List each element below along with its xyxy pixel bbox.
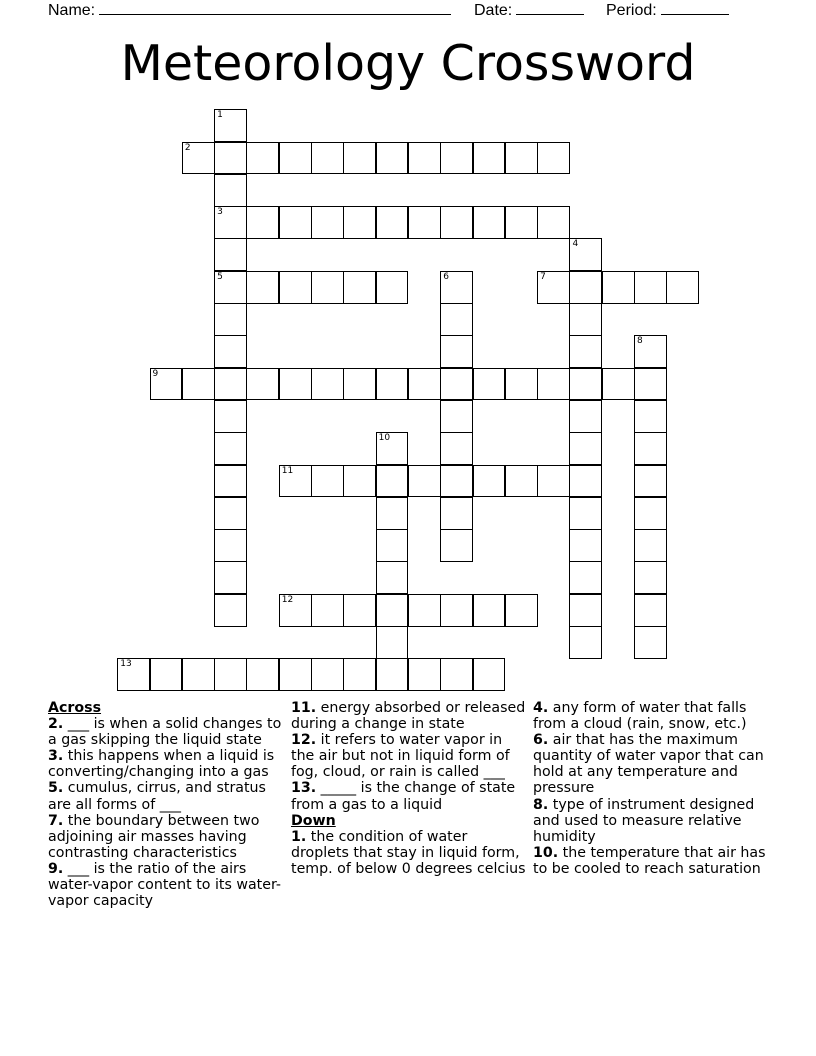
grid-cell[interactable] (569, 529, 602, 562)
cell-number: 12 (281, 594, 294, 605)
page-title: Meteorology Crossword (120, 35, 696, 92)
clue-across-9 (48, 861, 284, 909)
grid-cell[interactable] (569, 335, 602, 368)
clue-text: this happens when a liquid is converting/changing into a gas (48, 748, 275, 781)
grid-cell[interactable] (343, 594, 376, 627)
clues-column-1 (48, 700, 284, 909)
cell-number: 10 (378, 433, 391, 444)
grid-cell[interactable] (473, 142, 506, 175)
grid-cell[interactable] (214, 303, 247, 336)
grid-cell[interactable] (408, 206, 441, 239)
grid-cell[interactable] (376, 142, 409, 175)
down-heading: Down (291, 812, 336, 829)
grid-cell[interactable] (440, 303, 473, 336)
grid-cell[interactable] (343, 142, 376, 175)
cell-number: 2 (184, 142, 191, 153)
grid-cell[interactable] (343, 206, 376, 239)
clues-column-3 (533, 700, 769, 877)
grid-cell[interactable] (150, 368, 183, 401)
grid-cell[interactable] (311, 658, 344, 691)
grid-cell[interactable] (408, 465, 441, 498)
clue-text: ___ is the ratio of the airs water-vapor content to its water-vapor capacity (48, 860, 281, 910)
grid-cell[interactable] (376, 432, 409, 465)
grid-cell[interactable] (634, 271, 667, 304)
grid-cell[interactable] (634, 465, 667, 498)
grid-cell[interactable] (440, 368, 473, 401)
clue-down-10 (533, 845, 769, 877)
clue-down-4 (533, 700, 769, 732)
grid-cell[interactable] (376, 529, 409, 562)
grid-cell[interactable] (150, 658, 183, 691)
grid-cell[interactable] (279, 206, 312, 239)
grid-cell[interactable] (246, 206, 279, 239)
cell-number: 9 (152, 368, 159, 379)
clue-number: 13. (291, 780, 317, 797)
grid-cell[interactable] (182, 368, 215, 401)
grid-cell[interactable] (343, 465, 376, 498)
grid-cell[interactable] (569, 238, 602, 271)
grid-cell[interactable] (279, 142, 312, 175)
grid-cell[interactable] (376, 206, 409, 239)
grid-cell[interactable] (537, 142, 570, 175)
grid-cell[interactable] (505, 142, 538, 175)
clue-text: energy absorbed or released during a change in state (291, 700, 526, 733)
grid-cell[interactable] (440, 497, 473, 530)
grid-cell[interactable] (505, 465, 538, 498)
clue-number: 9. (48, 860, 64, 877)
grid-cell[interactable] (279, 594, 312, 627)
clue-text: the boundary between two adjoining air masses having contrasting characteristics (48, 812, 260, 861)
grid-cell[interactable] (634, 432, 667, 465)
grid-cell[interactable] (440, 432, 473, 465)
grid-cell[interactable] (376, 626, 409, 659)
clue-across-5 (48, 780, 284, 812)
grid-cell[interactable] (214, 271, 247, 304)
grid-cell[interactable] (634, 626, 667, 659)
grid-cell[interactable] (440, 271, 473, 304)
cell-number: 11 (281, 465, 294, 476)
clue-number: 12. (291, 732, 317, 749)
grid-cell[interactable] (214, 658, 247, 691)
grid-cell[interactable] (473, 594, 506, 627)
grid-cell[interactable] (440, 465, 473, 498)
grid-cell[interactable] (634, 335, 667, 368)
grid-cell[interactable] (440, 529, 473, 562)
grid-cell[interactable] (440, 400, 473, 433)
grid-cell[interactable] (182, 658, 215, 691)
grid-cell[interactable] (473, 206, 506, 239)
clue-across-12 (291, 732, 527, 780)
cell-number: 8 (637, 336, 643, 347)
clue-down-1 (291, 829, 527, 877)
grid-cell[interactable] (473, 465, 506, 498)
grid-cell[interactable] (376, 497, 409, 530)
clue-number: 1. (291, 828, 307, 845)
clue-text: it refers to water vapor in the air but not in liquid form of fog, cloud, or rain is called ___ (291, 732, 510, 781)
clue-text: ___ is when a solid changes to a gas skipping the liquid state (48, 716, 282, 749)
clue-text: any form of water that falls from a cloud (rain, snow, etc.) (533, 700, 747, 733)
grid-cell[interactable] (214, 174, 247, 207)
grid-cell[interactable] (246, 142, 279, 175)
grid-cell[interactable] (246, 271, 279, 304)
cell-number: 4 (572, 239, 579, 250)
name-label: Name: (48, 2, 96, 19)
grid-cell[interactable] (343, 658, 376, 691)
grid-cell[interactable] (376, 561, 409, 594)
clue-number: 4. (533, 700, 549, 716)
clue-number: 6. (533, 732, 549, 749)
grid-cell[interactable] (279, 271, 312, 304)
grid-cell[interactable] (569, 465, 602, 498)
clue-text: air that has the maximum quantity of water vapor that can hold at any temperature and pressure (533, 732, 764, 797)
grid-cell[interactable] (214, 335, 247, 368)
clues-column-2 (291, 700, 527, 877)
grid-cell[interactable] (246, 658, 279, 691)
grid-cell[interactable] (634, 400, 667, 433)
period-label: Period: (606, 2, 657, 19)
grid-cell[interactable] (214, 529, 247, 562)
cell-number: 7 (540, 271, 546, 282)
grid-cell[interactable] (569, 432, 602, 465)
grid-cell[interactable] (214, 432, 247, 465)
clue-number: 7. (48, 812, 64, 829)
grid-cell[interactable] (634, 497, 667, 530)
clue-number: 11. (291, 700, 317, 716)
grid-cell[interactable] (214, 594, 247, 627)
cell-number: 6 (443, 271, 449, 282)
grid-cell[interactable] (343, 271, 376, 304)
grid-cell[interactable] (634, 561, 667, 594)
grid-cell[interactable] (440, 594, 473, 627)
grid-cell[interactable] (569, 497, 602, 530)
grid-cell[interactable] (376, 465, 409, 498)
grid-cell[interactable] (537, 271, 570, 304)
clue-text: type of instrument designed and used to measure relative humidity (533, 796, 755, 845)
grid-cell[interactable] (569, 626, 602, 659)
grid-cell[interactable] (117, 658, 150, 691)
clue-across-7 (48, 813, 284, 861)
grid-cell[interactable] (569, 368, 602, 401)
clue-down-8 (533, 797, 769, 845)
grid-cell[interactable] (634, 368, 667, 401)
grid-cell[interactable] (473, 368, 506, 401)
grid-cell[interactable] (311, 594, 344, 627)
grid-cell[interactable] (440, 142, 473, 175)
grid-cell[interactable] (473, 658, 506, 691)
cell-number: 13 (120, 659, 132, 670)
grid-cell[interactable] (311, 206, 344, 239)
grid-cell[interactable] (666, 271, 699, 304)
clue-number: 3. (48, 748, 64, 765)
grid-cell[interactable] (182, 142, 215, 175)
grid-cell[interactable] (214, 465, 247, 498)
grid-cell[interactable] (343, 368, 376, 401)
grid-cell[interactable] (505, 206, 538, 239)
grid-cell[interactable] (440, 658, 473, 691)
grid-cell[interactable] (311, 271, 344, 304)
grid-cell[interactable] (569, 271, 602, 304)
grid-cell[interactable] (505, 368, 538, 401)
grid-cell[interactable] (537, 465, 570, 498)
grid-cell[interactable] (279, 368, 312, 401)
grid-cell[interactable] (408, 594, 441, 627)
grid-cell[interactable] (214, 497, 247, 530)
grid-cell[interactable] (537, 368, 570, 401)
grid-cell[interactable] (214, 206, 247, 239)
clue-text: _____ is the change of state from a gas to a liquid (291, 780, 516, 813)
clue-across-3 (48, 748, 284, 780)
grid-cell[interactable] (602, 271, 635, 304)
grid-cell[interactable] (311, 142, 344, 175)
grid-cell[interactable] (214, 142, 247, 175)
grid-cell[interactable] (376, 594, 409, 627)
clue-number: 8. (533, 796, 549, 813)
grid-cell[interactable] (440, 206, 473, 239)
grid-cell[interactable] (311, 368, 344, 401)
grid-cell[interactable] (376, 368, 409, 401)
grid-cell[interactable] (602, 368, 635, 401)
grid-cell[interactable] (279, 658, 312, 691)
clue-across-2 (48, 716, 284, 748)
grid-cell[interactable] (214, 109, 247, 142)
grid-cell[interactable] (311, 465, 344, 498)
grid-cell[interactable] (537, 206, 570, 239)
grid-cell[interactable] (279, 465, 312, 498)
clue-text: cumulus, cirrus, and stratus are all forms of ___ (48, 780, 266, 813)
clue-text: the condition of water droplets that stay in liquid form, temp. of below 0 degrees celcius (291, 828, 526, 877)
grid-cell[interactable] (246, 368, 279, 401)
clue-number: 2. (48, 716, 64, 733)
grid-cell[interactable] (214, 561, 247, 594)
cell-number: 1 (217, 110, 223, 121)
clue-across-13 (291, 780, 527, 812)
grid-cell[interactable] (214, 238, 247, 271)
grid-cell[interactable] (569, 400, 602, 433)
grid-cell[interactable] (408, 658, 441, 691)
cell-number: 5 (217, 271, 223, 282)
across-heading: Across (48, 700, 102, 716)
grid-cell[interactable] (214, 368, 247, 401)
grid-cell[interactable] (569, 594, 602, 627)
grid-cell[interactable] (505, 594, 538, 627)
grid-cell[interactable] (376, 658, 409, 691)
grid-cell[interactable] (214, 400, 247, 433)
grid-cell[interactable] (634, 594, 667, 627)
clue-across-11 (291, 700, 527, 732)
grid-cell[interactable] (569, 561, 602, 594)
clue-down-6 (533, 732, 769, 796)
date-label: Date: (474, 2, 513, 19)
clue-number: 5. (48, 780, 64, 797)
grid-cell[interactable] (440, 335, 473, 368)
clue-number: 10. (533, 844, 559, 861)
clue-text: the temperature that air has to be cooled to reach saturation (533, 844, 766, 877)
cell-number: 3 (217, 207, 223, 218)
grid-cell[interactable] (376, 271, 409, 304)
grid-cell[interactable] (408, 142, 441, 175)
grid-cell[interactable] (408, 368, 441, 401)
grid-cell[interactable] (634, 529, 667, 562)
grid-cell[interactable] (569, 303, 602, 336)
